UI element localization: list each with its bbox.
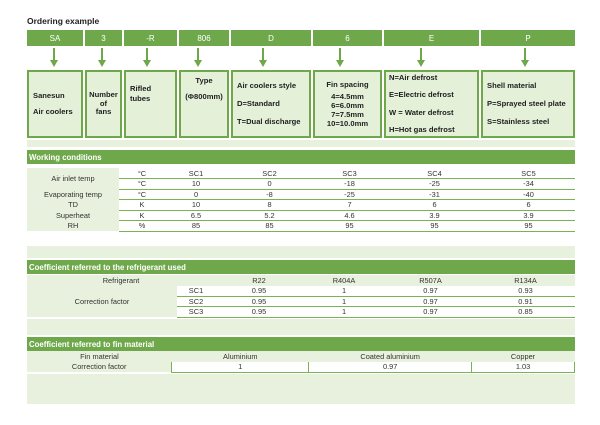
sc-cell: SC3 — [177, 307, 215, 318]
value-cell: -8 — [227, 189, 312, 200]
value-cell: 95 — [482, 221, 575, 232]
desc-text: Type — [195, 76, 213, 85]
table-row — [27, 286, 575, 297]
arrow-down-icon — [336, 48, 344, 68]
value-cell: 0.97 — [309, 362, 472, 373]
code-style: D — [231, 30, 311, 46]
sc-cell: SC2 — [177, 296, 215, 307]
desc-text: Fin spacing — [326, 79, 369, 89]
table-row — [27, 210, 575, 221]
value-cell: 95 — [387, 221, 482, 232]
working-conditions-table — [27, 168, 575, 232]
arrow-down-icon — [259, 48, 267, 68]
value-cell: 1 — [303, 307, 385, 318]
value-cell: 5.2 — [227, 210, 312, 221]
value-cell: 0 — [227, 179, 312, 190]
row-label: Correction factor — [27, 286, 177, 318]
value-cell: 0.85 — [476, 307, 575, 318]
refrigerant-table — [27, 275, 575, 318]
value-cell: 0.95 — [215, 307, 303, 318]
table-row — [27, 221, 575, 232]
row-label: Superheat — [27, 210, 119, 221]
header-cell: SC5 — [482, 168, 575, 179]
code-tubes: -R — [124, 30, 177, 46]
code-fans: 3 — [85, 30, 122, 46]
value-cell: 7 — [312, 200, 387, 211]
header-cell: SC3 — [312, 168, 387, 179]
code-type: 806 — [179, 30, 229, 46]
table-row — [27, 362, 575, 373]
table-row — [27, 351, 575, 362]
sc-cell: SC1 — [177, 286, 215, 297]
value-cell: 1.03 — [472, 362, 575, 373]
code-shell: P — [481, 30, 575, 46]
arrow-down-icon — [521, 48, 529, 68]
unit-cell: °C — [119, 179, 165, 190]
desc-text: H=Hot gas defrost — [389, 124, 455, 134]
header-cell: SC2 — [227, 168, 312, 179]
value-cell: 85 — [227, 221, 312, 232]
header-cell: R134A — [476, 275, 575, 286]
desc-text: (Φ800mm) — [185, 92, 223, 102]
unit-cell: % — [119, 221, 165, 232]
column-label: Refrigerant — [27, 275, 215, 286]
desc-text: 7=7.5mm — [331, 110, 364, 120]
arrow-down-icon — [98, 48, 106, 68]
unit-cell: °C — [119, 189, 165, 200]
value-cell: -18 — [312, 179, 387, 190]
desc-text: Shell material — [487, 80, 537, 90]
spacer — [27, 246, 575, 258]
row-label: Correction factor — [27, 362, 172, 373]
desc-text: Air coolers — [33, 107, 73, 116]
desc-text: fans — [95, 107, 112, 117]
header-cell: Aluminium — [172, 351, 309, 362]
ordering-code-bar — [27, 30, 575, 46]
desc-text: 10=10.0mm — [326, 119, 369, 129]
desc-shell — [481, 70, 575, 138]
header-cell: SC1 — [165, 168, 227, 179]
desc-style — [231, 70, 311, 138]
code-spacing: 6 — [313, 30, 382, 46]
table-row — [27, 168, 575, 179]
spacer — [27, 374, 575, 404]
desc-text: Number — [89, 89, 118, 99]
value-cell: 1 — [303, 296, 385, 307]
value-cell: 85 — [165, 221, 227, 232]
value-cell: 0.97 — [385, 286, 476, 297]
arrow-down-icon — [50, 48, 58, 68]
value-cell: 95 — [312, 221, 387, 232]
arrow-down-icon — [417, 48, 425, 68]
unit-cell: K — [119, 200, 165, 211]
value-cell: 6.5 — [165, 210, 227, 221]
value-cell: 8 — [227, 200, 312, 211]
header-cell: SC4 — [387, 168, 482, 179]
value-cell: 0.93 — [476, 286, 575, 297]
value-cell: 10 — [165, 179, 227, 190]
desc-fans — [85, 70, 122, 138]
value-cell: 4.6 — [312, 210, 387, 221]
arrow-down-icon — [194, 48, 202, 68]
desc-brand — [27, 70, 83, 138]
desc-text: D=Standard — [237, 98, 280, 108]
row-label: RH — [27, 221, 119, 232]
spacer — [27, 140, 575, 147]
value-cell: 0.97 — [385, 296, 476, 307]
code-brand: SA — [27, 30, 83, 46]
desc-text: S=Stainless steel — [487, 117, 550, 127]
header-cell: R22 — [215, 275, 303, 286]
row-label: Air inlet temp — [27, 168, 119, 189]
value-cell: 0.95 — [215, 286, 303, 297]
value-cell: 1 — [172, 362, 309, 373]
value-cell: 1 — [303, 286, 385, 297]
desc-type — [179, 70, 229, 138]
table-row — [27, 275, 575, 286]
value-cell: -34 — [482, 179, 575, 190]
arrow-down-icon — [143, 48, 151, 68]
value-cell: -25 — [312, 189, 387, 200]
section-fin-material: Coefficient referred to fin material — [27, 337, 575, 351]
value-cell: 6 — [482, 200, 575, 211]
desc-tubes — [124, 70, 177, 138]
value-cell: -31 — [387, 189, 482, 200]
value-cell: 10 — [165, 200, 227, 211]
header-cell: R404A — [303, 275, 385, 286]
value-cell: -25 — [387, 179, 482, 190]
desc-defrost — [384, 70, 479, 138]
value-cell: 6 — [387, 200, 482, 211]
spacer — [27, 319, 575, 335]
value-cell: 0 — [165, 189, 227, 200]
header-cell: Coated aluminium — [309, 351, 472, 362]
value-cell: -40 — [482, 189, 575, 200]
desc-text: E=Electric defrost — [389, 90, 454, 100]
header-cell: °C — [119, 168, 165, 179]
header-cell: Copper — [472, 351, 575, 362]
desc-text: Sanesun — [33, 90, 65, 100]
desc-text: W = Water defrost — [389, 107, 454, 117]
value-cell: 3.9 — [387, 210, 482, 221]
value-cell: 0.95 — [215, 296, 303, 307]
fin-material-table — [27, 351, 575, 373]
table-row — [27, 189, 575, 200]
code-defrost: E — [384, 30, 479, 46]
code-descriptions — [27, 70, 575, 138]
row-label: TD — [27, 200, 119, 211]
desc-text: N=Air defrost — [389, 73, 438, 82]
desc-text: Rifled tubes — [130, 84, 152, 104]
desc-text: 4=4.5mm — [331, 91, 364, 101]
section-working-conditions: Working conditions — [27, 150, 575, 164]
desc-text: Air coolers style — [237, 80, 297, 90]
table-row — [27, 200, 575, 211]
value-cell: 0.91 — [476, 296, 575, 307]
desc-text: P=Sprayed steel plate — [487, 98, 566, 108]
row-label: Evaporating temp — [27, 189, 119, 200]
desc-text: of — [99, 98, 108, 108]
header-cell: R507A — [385, 275, 476, 286]
column-label: Fin material — [27, 351, 172, 362]
desc-text: 6=6.0mm — [331, 100, 364, 110]
desc-spacing — [313, 70, 382, 138]
unit-cell: K — [119, 210, 165, 221]
value-cell: 0.97 — [385, 307, 476, 318]
value-cell: 3.9 — [482, 210, 575, 221]
section-refrigerant: Coefficient referred to the refrigerant used — [27, 260, 575, 274]
desc-text: T=Dual discharge — [237, 117, 301, 127]
page-title: Ordering example — [27, 16, 100, 26]
